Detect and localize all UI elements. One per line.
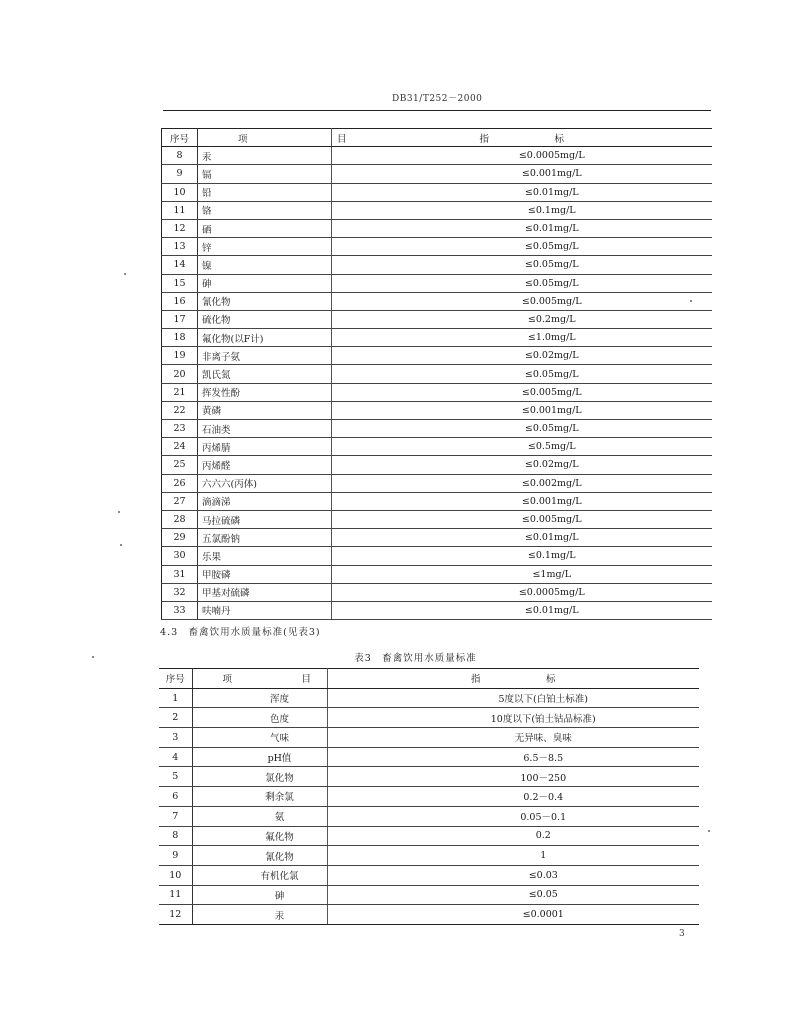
row-item: 有机化氯 <box>192 865 327 885</box>
row-index: 11 <box>162 201 198 219</box>
table-row <box>162 274 712 292</box>
scan-speck <box>118 511 120 513</box>
row-item: 砷 <box>192 885 327 905</box>
row-index: 12 <box>159 905 192 925</box>
row-index: 15 <box>162 274 198 292</box>
table-row <box>159 905 699 925</box>
row-item: 滴滴涕 <box>198 492 332 510</box>
row-item: 凯氏氮 <box>198 365 332 383</box>
row-index: 10 <box>162 183 198 201</box>
row-index: 31 <box>162 565 198 583</box>
table-row <box>159 865 699 885</box>
row-index: 2 <box>159 708 192 728</box>
row-index: 29 <box>162 529 198 547</box>
row-index: 19 <box>162 347 198 365</box>
row-limit: ≤0.03 <box>327 865 699 885</box>
row-index: 22 <box>162 401 198 419</box>
table-row <box>162 183 712 201</box>
row-limit: ≤1.0mg/L <box>332 329 712 347</box>
row-item: 乐果 <box>198 547 332 565</box>
row-index: 27 <box>162 492 198 510</box>
row-item: 砷 <box>198 274 332 292</box>
row-item: 气味 <box>192 728 327 748</box>
row-limit: 100－250 <box>327 767 699 787</box>
row-limit: ≤0.2mg/L <box>332 310 712 328</box>
table-row <box>162 147 712 165</box>
row-limit: 10度以下(铂土钴品标准) <box>327 708 699 728</box>
row-index: 4 <box>159 747 192 767</box>
row-index: 6 <box>159 787 192 807</box>
table-row <box>162 201 712 219</box>
scan-speck <box>124 273 126 275</box>
table-row <box>159 885 699 905</box>
row-limit: ≤0.1mg/L <box>332 547 712 565</box>
row-index: 32 <box>162 583 198 601</box>
row-index: 14 <box>162 256 198 274</box>
table-row <box>159 846 699 866</box>
row-limit: ≤0.001mg/L <box>332 401 712 419</box>
row-index: 23 <box>162 420 198 438</box>
row-item: 铅 <box>198 183 332 201</box>
row-limit: ≤0.0005mg/L <box>332 147 712 165</box>
row-index: 1 <box>159 688 192 708</box>
row-limit: 5度以下(白铂土标准) <box>327 688 699 708</box>
row-item: 石油类 <box>198 420 332 438</box>
row-index: 24 <box>162 438 198 456</box>
row-index: 18 <box>162 329 198 347</box>
scan-speck <box>690 300 692 302</box>
row-index: 12 <box>162 219 198 237</box>
page-number: 3 <box>679 929 685 939</box>
row-item: 氰化物 <box>192 846 327 866</box>
table-row <box>162 492 712 510</box>
row-index: 20 <box>162 365 198 383</box>
table-row <box>159 787 699 807</box>
row-limit: 无异味、臭味 <box>327 728 699 748</box>
table-row <box>159 767 699 787</box>
table-row <box>159 826 699 846</box>
row-item: 氰化物 <box>198 292 332 310</box>
row-limit: 0.05－0.1 <box>327 806 699 826</box>
table-row <box>159 806 699 826</box>
row-item: 丙烯醛 <box>198 456 332 474</box>
row-item: 氟化物(以F计) <box>198 329 332 347</box>
row-item: 马拉硫磷 <box>198 510 332 528</box>
row-limit: ≤0.05mg/L <box>332 420 712 438</box>
scan-speck <box>708 830 710 832</box>
table-row <box>162 256 712 274</box>
row-index: 10 <box>159 865 192 885</box>
row-index: 21 <box>162 383 198 401</box>
scan-speck <box>120 544 122 546</box>
table-row <box>162 510 712 528</box>
row-item: 甲胺磷 <box>198 565 332 583</box>
row-limit: ≤0.01mg/L <box>332 219 712 237</box>
row-item: 汞 <box>198 147 332 165</box>
column-header-index: 序号 <box>159 669 192 689</box>
row-limit: ≤0.05mg/L <box>332 238 712 256</box>
scan-speck <box>92 656 94 658</box>
row-index: 11 <box>159 885 192 905</box>
table-row <box>162 547 712 565</box>
row-item: 汞 <box>192 905 327 925</box>
table-row <box>162 474 712 492</box>
table-row <box>162 347 712 365</box>
row-index: 16 <box>162 292 198 310</box>
row-item: 浑度 <box>192 688 327 708</box>
limits-table <box>161 128 712 620</box>
column-header-limit: 指 标 <box>332 129 712 147</box>
table-row <box>162 601 712 619</box>
table-row <box>162 529 712 547</box>
row-limit: ≤0.005mg/L <box>332 292 712 310</box>
row-index: 33 <box>162 601 198 619</box>
table-header-row <box>159 669 699 689</box>
section-heading-4-3: 4.3 畜禽饮用水质量标准(见表3) <box>160 627 321 638</box>
row-limit: ≤0.002mg/L <box>332 474 712 492</box>
row-item: 甲基对硫磷 <box>198 583 332 601</box>
row-limit: 6.5－8.5 <box>327 747 699 767</box>
table-row <box>159 708 699 728</box>
row-limit: ≤0.5mg/L <box>332 438 712 456</box>
row-index: 9 <box>162 165 198 183</box>
row-limit: ≤0.001mg/L <box>332 165 712 183</box>
table-row <box>162 329 712 347</box>
row-item: 氟化物 <box>192 826 327 846</box>
row-limit: ≤0.02mg/L <box>332 456 712 474</box>
row-item: 铬 <box>198 201 332 219</box>
table-row <box>162 401 712 419</box>
row-limit: ≤0.0001 <box>327 905 699 925</box>
row-limit: 0.2－0.4 <box>327 787 699 807</box>
row-limit: ≤0.01mg/L <box>332 183 712 201</box>
row-index: 13 <box>162 238 198 256</box>
row-index: 25 <box>162 456 198 474</box>
table-header-row <box>162 129 712 147</box>
livestock-water-table <box>159 668 699 925</box>
row-limit: ≤1mg/L <box>332 565 712 583</box>
row-limit: 1 <box>327 846 699 866</box>
row-limit: ≤0.1mg/L <box>332 201 712 219</box>
document-header-code: DB31/T252－2000 <box>392 94 483 104</box>
row-index: 3 <box>159 728 192 748</box>
row-item: 氨 <box>192 806 327 826</box>
table-3-caption: 表3 畜禽饮用水质量标准 <box>354 653 477 664</box>
table-row <box>162 383 712 401</box>
row-limit: ≤0.05 <box>327 885 699 905</box>
column-header-index: 序号 <box>162 129 198 147</box>
row-item: 丙烯腈 <box>198 438 332 456</box>
row-item: 五氯酚钠 <box>198 529 332 547</box>
row-item: 黄磷 <box>198 401 332 419</box>
row-item: 锌 <box>198 238 332 256</box>
row-item: 镍 <box>198 256 332 274</box>
row-limit: ≤0.05mg/L <box>332 365 712 383</box>
row-index: 28 <box>162 510 198 528</box>
row-index: 8 <box>162 147 198 165</box>
row-item: 色度 <box>192 708 327 728</box>
row-item: 呋喃丹 <box>198 601 332 619</box>
row-index: 30 <box>162 547 198 565</box>
table-row <box>162 219 712 237</box>
table-row <box>162 438 712 456</box>
row-index: 5 <box>159 767 192 787</box>
table-row <box>162 365 712 383</box>
column-header-item: 项 目 <box>198 129 332 147</box>
row-item: 剩余氯 <box>192 787 327 807</box>
table-row <box>159 728 699 748</box>
row-limit: ≤0.0005mg/L <box>332 583 712 601</box>
row-limit: ≤0.005mg/L <box>332 383 712 401</box>
table-row <box>162 456 712 474</box>
row-item: pH值 <box>192 747 327 767</box>
column-header-item: 项 目 <box>192 669 327 689</box>
table-row <box>162 420 712 438</box>
row-index: 26 <box>162 474 198 492</box>
column-header-limit: 指 标 <box>327 669 699 689</box>
table-row <box>159 688 699 708</box>
row-limit: ≤0.005mg/L <box>332 510 712 528</box>
row-limit: ≤0.02mg/L <box>332 347 712 365</box>
row-limit: ≤0.01mg/L <box>332 529 712 547</box>
row-limit: ≤0.05mg/L <box>332 256 712 274</box>
row-index: 7 <box>159 806 192 826</box>
row-item: 非离子氨 <box>198 347 332 365</box>
row-item: 氯化物 <box>192 767 327 787</box>
table-row <box>162 310 712 328</box>
row-item: 挥发性酚 <box>198 383 332 401</box>
table-row <box>162 238 712 256</box>
table-row <box>162 165 712 183</box>
table-row <box>162 583 712 601</box>
row-index: 9 <box>159 846 192 866</box>
row-limit: ≤0.05mg/L <box>332 274 712 292</box>
row-index: 8 <box>159 826 192 846</box>
row-item: 六六六(丙体) <box>198 474 332 492</box>
table-row <box>162 565 712 583</box>
row-item: 硒 <box>198 219 332 237</box>
row-limit: ≤0.01mg/L <box>332 601 712 619</box>
header-rule <box>163 110 711 111</box>
table-row <box>162 292 712 310</box>
row-limit: 0.2 <box>327 826 699 846</box>
row-limit: ≤0.001mg/L <box>332 492 712 510</box>
row-index: 17 <box>162 310 198 328</box>
table-row <box>159 747 699 767</box>
row-item: 镉 <box>198 165 332 183</box>
row-item: 硫化物 <box>198 310 332 328</box>
